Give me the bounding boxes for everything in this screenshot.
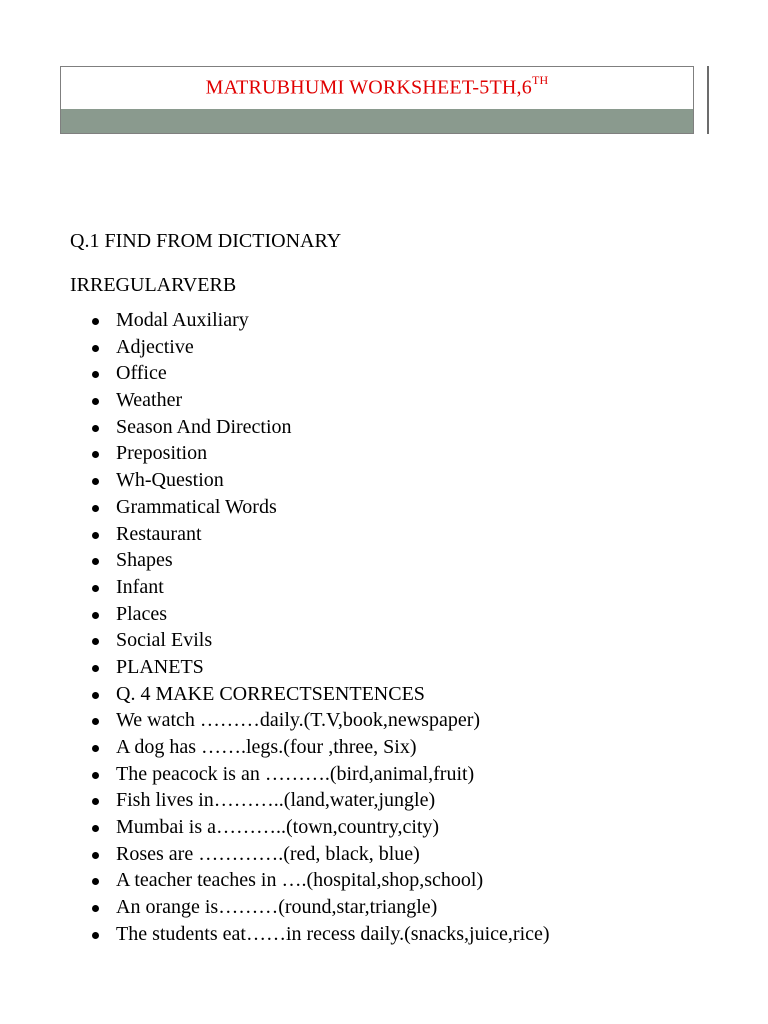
list-item-text: An orange is………(round,star,triangle) bbox=[116, 896, 438, 919]
bullet-icon bbox=[92, 345, 99, 352]
list-item-text: Weather bbox=[116, 389, 183, 412]
bullet-icon bbox=[92, 318, 99, 325]
page-edge-line bbox=[707, 66, 709, 134]
list-item-text: Social Evils bbox=[116, 629, 213, 652]
bullet-icon bbox=[92, 852, 99, 859]
list-item-text: Office bbox=[116, 362, 167, 385]
bullet-icon bbox=[92, 532, 99, 539]
worksheet-title-superscript: TH bbox=[531, 73, 549, 87]
bullet-icon bbox=[92, 478, 99, 485]
list-item-text: Restaurant bbox=[116, 522, 202, 545]
list-item bbox=[92, 547, 550, 574]
list-item bbox=[92, 414, 550, 441]
list-item-text: A dog has …….legs.(four ,three, Six) bbox=[116, 736, 417, 758]
list-item-text: We watch ………daily.(T.V,book,newspaper) bbox=[116, 709, 481, 732]
worksheet-title bbox=[61, 75, 693, 100]
list-item bbox=[92, 574, 550, 601]
list-item bbox=[92, 841, 550, 868]
bullet-icon bbox=[92, 745, 99, 752]
question-1-heading: Q.1 FIND FROM DICTIONARY bbox=[70, 230, 342, 252]
list-item-text: Preposition bbox=[116, 442, 208, 465]
list-item bbox=[92, 654, 550, 681]
list-item bbox=[92, 734, 550, 761]
bullet-icon bbox=[92, 772, 99, 779]
list-item-text: Infant bbox=[116, 575, 164, 598]
bullet-icon bbox=[92, 451, 99, 458]
question-1-subheading: IRREGULARVERB bbox=[70, 274, 237, 296]
bullet-icon bbox=[92, 932, 99, 939]
list-item bbox=[92, 360, 550, 387]
bullet-icon bbox=[92, 692, 99, 699]
list-item bbox=[92, 761, 550, 788]
bullet-icon bbox=[92, 825, 99, 832]
list-item-text: Grammatical Words bbox=[116, 495, 277, 518]
list-item-text: Mumbai is a………..(town,country,city) bbox=[116, 816, 440, 839]
list-item bbox=[92, 627, 550, 654]
list-item-text: Shapes bbox=[116, 549, 173, 572]
list-item bbox=[92, 707, 550, 734]
list-item bbox=[92, 814, 550, 841]
bullet-icon bbox=[92, 665, 99, 672]
list-item-text: Roses are ………….(red, black, blue) bbox=[116, 842, 420, 865]
bullet-icon bbox=[92, 425, 99, 432]
bullet-icon bbox=[92, 612, 99, 619]
list-item bbox=[92, 334, 550, 361]
list-item-text: Modal Auxiliary bbox=[116, 309, 249, 331]
list-item bbox=[92, 921, 550, 948]
bullet-icon bbox=[92, 371, 99, 378]
bullet-icon bbox=[92, 905, 99, 912]
list-item-text: Places bbox=[116, 602, 168, 625]
worksheet-item-list bbox=[92, 307, 550, 948]
bullet-icon bbox=[92, 398, 99, 405]
bullet-icon bbox=[92, 718, 99, 725]
list-item-text: The peacock is an ……….(bird,animal,fruit) bbox=[116, 762, 475, 785]
list-item bbox=[92, 440, 550, 467]
bullet-icon bbox=[92, 585, 99, 592]
list-item-text: Season And Direction bbox=[116, 415, 292, 438]
bullet-icon bbox=[92, 638, 99, 645]
list-item-text: Adjective bbox=[116, 335, 194, 358]
list-item bbox=[92, 467, 550, 494]
list-item bbox=[92, 521, 550, 548]
list-item-text: Fish lives in………..(land,water,jungle) bbox=[116, 789, 436, 812]
bullet-icon bbox=[92, 798, 99, 805]
list-item bbox=[92, 867, 550, 894]
list-item-text: The students eat……in recess daily.(snacks,juice,rice) bbox=[116, 922, 550, 945]
list-item bbox=[92, 894, 550, 921]
list-item-text: A teacher teaches in ….(hospital,shop,school) bbox=[116, 869, 484, 892]
list-item-text: PLANETS bbox=[116, 655, 204, 678]
bullet-icon bbox=[92, 558, 99, 565]
list-item bbox=[92, 681, 550, 708]
bullet-icon bbox=[92, 878, 99, 885]
list-item bbox=[92, 601, 550, 628]
worksheet-title-text: MATRUBHUMI WORKSHEET-5TH,6 bbox=[205, 76, 532, 99]
worksheet-header bbox=[60, 66, 694, 134]
list-item-text: Q. 4 MAKE CORRECTSENTENCES bbox=[116, 682, 425, 705]
bullet-icon bbox=[92, 505, 99, 512]
header-shaded-band bbox=[61, 109, 693, 133]
list-item-text: Wh-Question bbox=[116, 469, 224, 492]
list-item bbox=[92, 494, 550, 521]
list-item bbox=[92, 387, 550, 414]
list-item bbox=[92, 307, 550, 334]
list-item bbox=[92, 787, 550, 814]
